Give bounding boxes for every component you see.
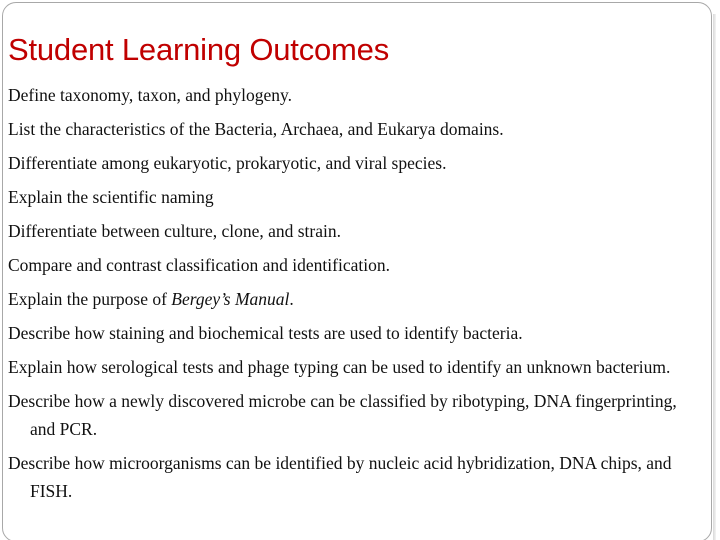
list-item [8,285,698,313]
list-item: Compare and contrast classification and identification. [8,255,390,275]
list-item: Differentiate between culture, clone, and strain. [8,221,342,241]
slide-title: Student Learning Outcomes [8,32,390,67]
list-item-text: Explain the purpose of [8,289,172,309]
list-item: Explain how serological tests and phage typing can be used to identify an unknown bacterium. [8,357,671,377]
learning-outcomes-list [8,81,698,511]
book-title: Bergey’s Manual [171,289,290,309]
list-item: Differentiate among eukaryotic, prokaryotic, and viral species. [8,153,447,173]
list-item: Explain the scientific naming [8,187,214,207]
list-item: Describe how a newly discovered microbe can be classified by ribotyping, DNA fingerprinting, and PCR. [8,391,677,439]
list-item: Describe how staining and biochemical tests are used to identify bacteria. [8,323,523,343]
list-item: Describe how microorganisms can be identified by nucleic acid hybridization, DNA chips, and FISH. [8,453,672,501]
list-item-suffix: . [289,289,294,309]
list-item: List the characteristics of the Bacteria, Archaea, and Eukarya domains. [8,119,504,139]
list-item: Define taxonomy, taxon, and phylogeny. [8,85,292,105]
slide-edge-shadow [713,14,716,540]
